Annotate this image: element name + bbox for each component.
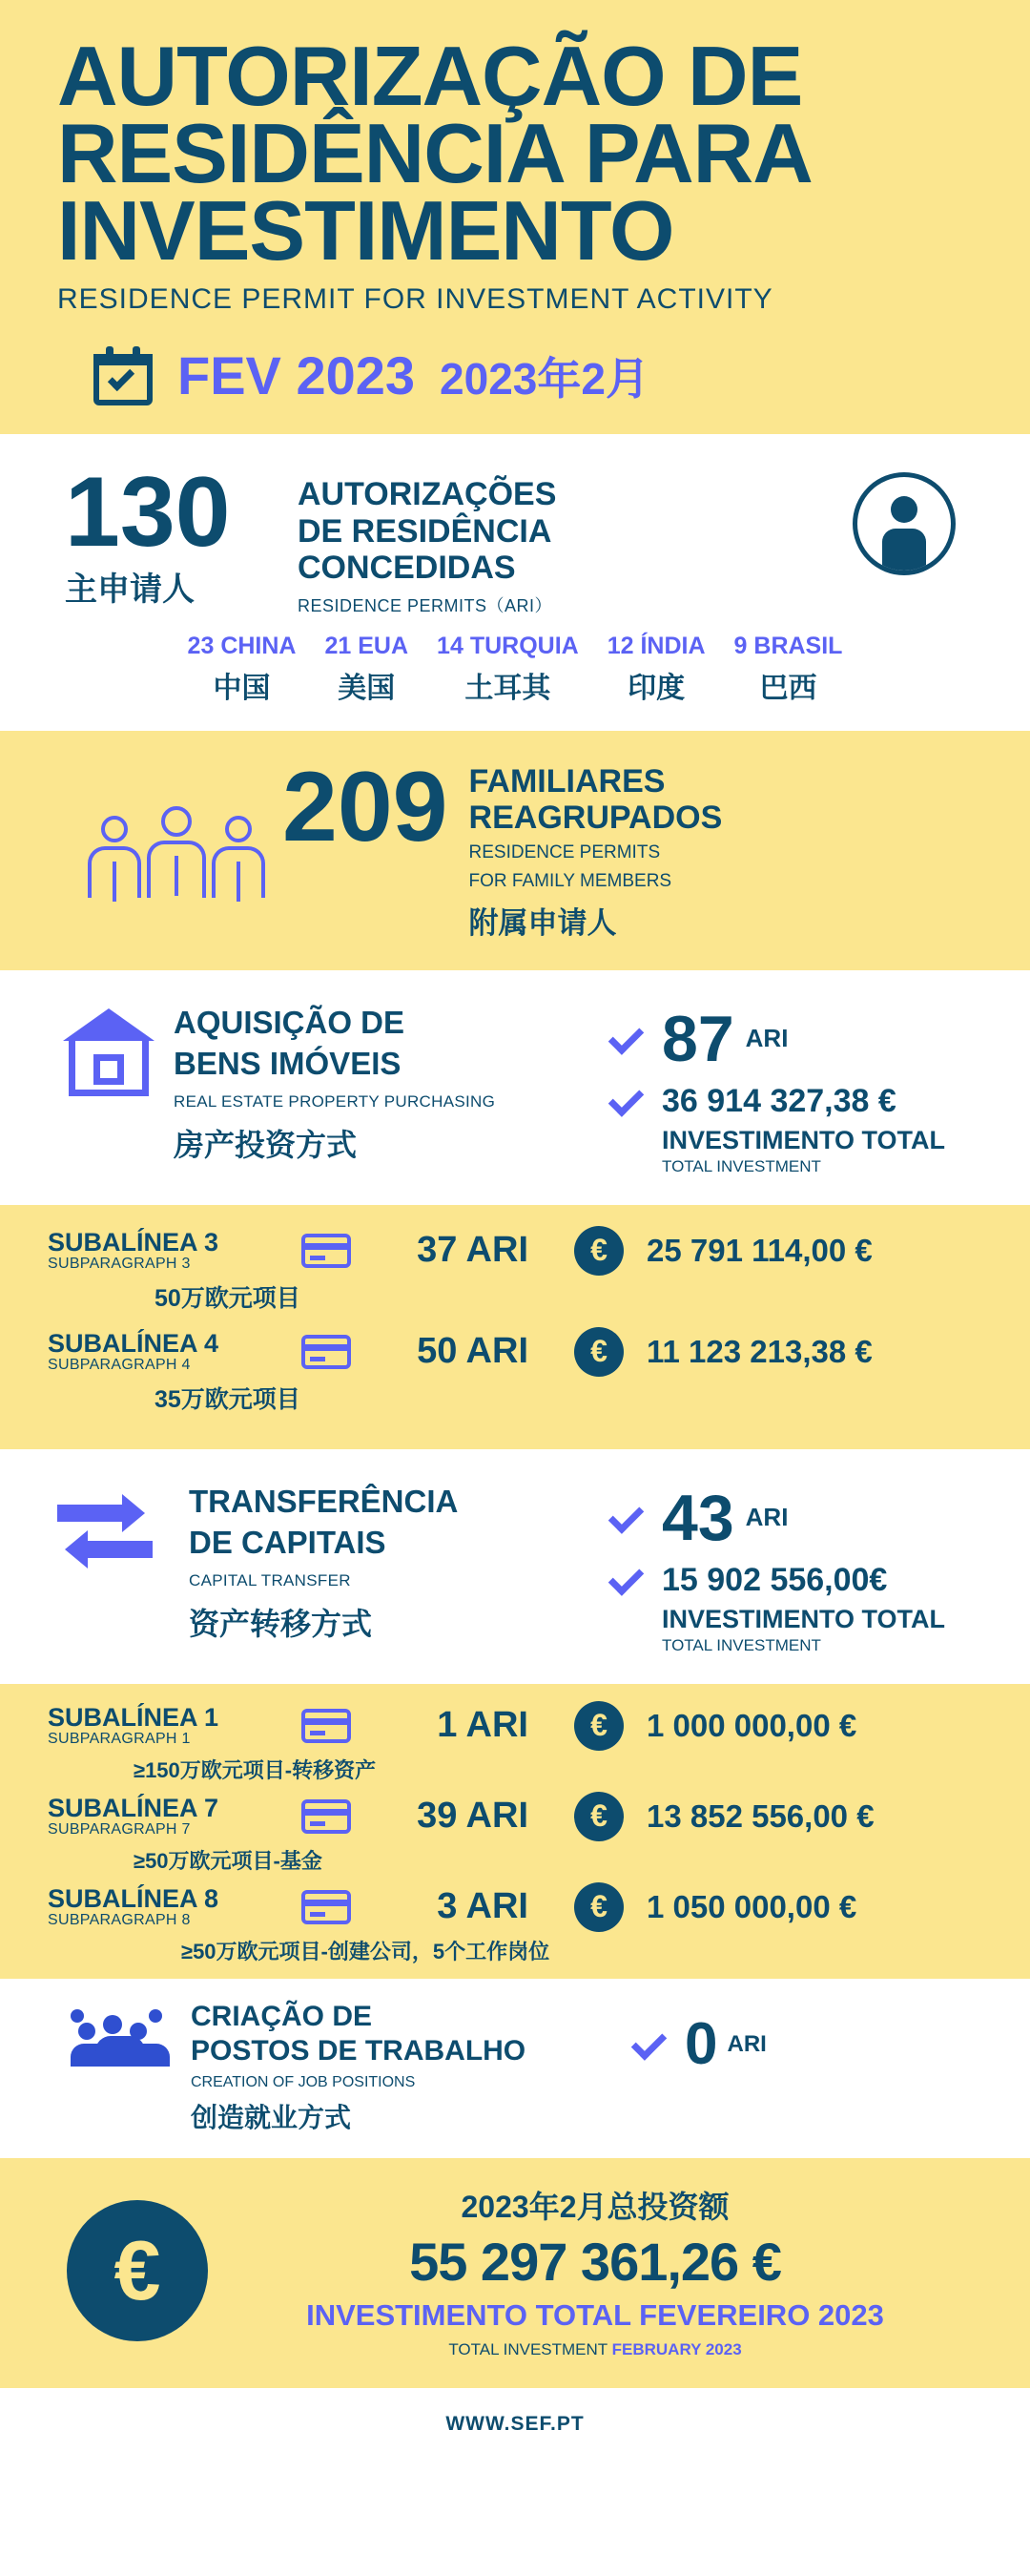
subparagraph-note-cn: 50万欧元项目: [154, 1284, 300, 1312]
footer-url[interactable]: WWW.SEF.PT: [445, 2412, 585, 2435]
country-name-cn: 印度: [628, 673, 686, 705]
capital-transfer-total-label-en: TOTAL INVESTMENT: [662, 1635, 821, 1654]
real-estate-total-label-en: TOTAL INVESTMENT: [662, 1156, 821, 1175]
jobs-title-2: POSTOS DE TRABALHO: [191, 2034, 526, 2067]
page-title: [57, 29, 973, 278]
country-name-cn: 美国: [338, 673, 396, 705]
country-name: TURQUIA: [469, 633, 579, 660]
real-estate-subtitle-cn: 房产投资方式: [174, 1127, 358, 1162]
total-label-en-bold: FEBRUARY 2023: [611, 2339, 742, 2358]
permits-section: [0, 434, 1030, 731]
subparagraph-amount: 1 000 000,00 €: [647, 1707, 857, 1743]
subparagraph-amount: 13 852 556,00 €: [647, 1797, 875, 1834]
subparagraph-note-cn: ≥50万欧元项目-基金: [134, 1848, 322, 1873]
euro-icon: €: [574, 1226, 624, 1276]
real-estate-subtitle-en: REAL ESTATE PROPERTY PURCHASING: [174, 1091, 496, 1111]
family-section: [0, 731, 1030, 970]
jobs-section: [0, 1979, 1030, 2158]
calendar-check-icon: [93, 346, 153, 405]
real-estate-count-unit: ARI: [745, 1024, 789, 1053]
country-count: 23: [187, 633, 215, 660]
subparagraph-label-pt: SUBALÍNEA 3: [48, 1227, 219, 1257]
capital-transfer-title-1: TRANSFERÊNCIA: [189, 1483, 459, 1519]
check-icon: [607, 1568, 645, 1591]
subparagraph-ari: 1 ARI: [437, 1705, 528, 1746]
check-icon: [607, 1090, 645, 1112]
subparagraph-label-en: SUBPARAGRAPH 7: [48, 1820, 191, 1838]
euro-icon: €: [574, 1701, 624, 1751]
euro-icon: €: [574, 1327, 624, 1377]
euro-large-icon: €: [67, 2200, 208, 2341]
subparagraph-label-pt: SUBALÍNEA 1: [48, 1702, 219, 1732]
check-icon: [629, 2033, 668, 2056]
date-row: [57, 344, 973, 407]
subparagraph-ari: 37 ARI: [417, 1230, 528, 1271]
permits-label-line-1: AUTORIZAÇÕES: [298, 475, 557, 512]
date-label-cn: 2023年2月: [440, 353, 649, 404]
check-icon: [607, 1028, 645, 1050]
capital-transfer-count-unit: ARI: [745, 1503, 789, 1532]
family-count: 209: [282, 752, 448, 863]
credit-card-icon: [301, 1709, 351, 1743]
country-count: 21: [324, 633, 352, 660]
subparagraph-amount: 25 791 114,00 €: [647, 1232, 873, 1268]
title-line-2: RESIDÊNCIA PARA: [57, 105, 813, 200]
subparagraph-label-en: SUBPARAGRAPH 1: [48, 1730, 191, 1747]
country-item: [188, 633, 297, 706]
capital-transfer-subparagraphs: [0, 1684, 1030, 1979]
total-section: [0, 2158, 1030, 2388]
real-estate-title-2: BENS IMÓVEIS: [174, 1045, 402, 1081]
check-icon: [607, 1506, 645, 1529]
subparagraph-label-en: SUBPARAGRAPH 4: [48, 1356, 191, 1373]
country-name-cn: 土耳其: [464, 673, 551, 705]
real-estate-total-label-pt: INVESTIMENTO TOTAL: [662, 1125, 946, 1154]
family-label-line-1: FAMILIARES: [468, 763, 666, 800]
credit-card-icon: [301, 1890, 351, 1924]
real-estate-amount: 36 914 327,38 €: [662, 1082, 896, 1119]
subparagraph-note-cn: ≥50万欧元项目-创建公司，5个工作岗位: [181, 1939, 550, 1963]
countries-list: [0, 627, 1030, 731]
capital-transfer-total-label-pt: INVESTIMENTO TOTAL: [662, 1604, 946, 1633]
permits-label-line-3: CONCEDIDAS: [298, 550, 516, 587]
credit-card-icon: [301, 1234, 351, 1268]
country-name: ÍNDIA: [640, 633, 706, 660]
transfer-arrows-icon: [57, 1491, 153, 1573]
table-row: [48, 1792, 982, 1841]
subparagraph-label-pt: SUBALÍNEA 4: [48, 1328, 219, 1358]
real-estate-title-1: AQUISIÇÃO DE: [174, 1004, 405, 1040]
country-count: 12: [607, 633, 634, 660]
country-name: BRASIL: [753, 633, 843, 660]
title-line-1: AUTORIZAÇÃO DE: [57, 29, 803, 123]
permits-label-block: [298, 468, 853, 617]
country-item: [608, 633, 706, 706]
country-name: CHINA: [220, 633, 297, 660]
jobs-title-1: CRIAÇÃO DE: [191, 2000, 373, 2032]
permits-label-en: RESIDENCE PERMITS（ARI）: [298, 596, 553, 616]
capital-transfer-amount: 15 902 556,00€: [662, 1561, 888, 1598]
permits-number-block: [50, 456, 298, 611]
country-item: [324, 633, 408, 706]
subparagraph-amount: 11 123 213,38 €: [647, 1333, 873, 1369]
total-label-cn: 2023年2月总投资额: [461, 2189, 730, 2224]
family-label-en-2: FOR FAMILY MEMBERS: [468, 871, 672, 892]
table-row: [48, 1226, 982, 1276]
family-group-icon: [53, 806, 273, 898]
total-label-pt: INVESTIMENTO TOTAL FEVEREIRO 2023: [306, 2297, 884, 2332]
country-count: 9: [733, 633, 748, 660]
real-estate-subparagraphs: [0, 1205, 1030, 1449]
subparagraph-ari: 50 ARI: [417, 1331, 528, 1372]
country-name-cn: 中国: [213, 673, 271, 705]
date-label-pt: FEV 2023: [177, 345, 416, 406]
table-row: [48, 1882, 982, 1932]
table-row: [48, 1701, 982, 1751]
euro-icon: €: [574, 1882, 624, 1932]
country-item: [734, 633, 843, 706]
total-label-en: [237, 2340, 954, 2359]
jobs-subtitle-en: CREATION OF JOB POSITIONS: [191, 2073, 416, 2090]
subparagraph-label-pt: SUBALÍNEA 8: [48, 1883, 219, 1913]
header: [0, 0, 1030, 434]
country-name-cn: 巴西: [759, 673, 817, 705]
total-amount: 55 297 361,26 €: [409, 2231, 781, 2292]
capital-transfer-subtitle-cn: 资产转移方式: [189, 1606, 373, 1641]
jobs-subtitle-cn: 创造就业方式: [191, 2102, 352, 2132]
house-icon: [63, 1008, 154, 1100]
subparagraph-label-en: SUBPARAGRAPH 3: [48, 1255, 191, 1272]
jobs-count: 0: [685, 2010, 718, 2077]
title-line-3: INVESTIMENTO: [57, 182, 674, 278]
family-label-en-1: RESIDENCE PERMITS: [468, 842, 661, 863]
capital-transfer-subtitle-en: CAPITAL TRANSFER: [189, 1570, 351, 1589]
permits-count: 130: [65, 456, 231, 568]
credit-card-icon: [301, 1799, 351, 1834]
jobs-group-icon: [48, 2000, 191, 2067]
real-estate-section: [0, 970, 1030, 1205]
family-label-cn: 附属申请人: [468, 905, 617, 940]
jobs-count-unit: ARI: [727, 2030, 767, 2057]
permits-label-line-2: DE RESIDÊNCIA: [298, 512, 552, 550]
person-icon: [853, 472, 956, 575]
subparagraph-label-en: SUBPARAGRAPH 8: [48, 1911, 191, 1928]
country-name: EUA: [358, 633, 409, 660]
permits-count-cn: 主申请人: [65, 571, 195, 609]
country-count: 14: [437, 633, 464, 660]
total-label-en-prefix: TOTAL INVESTMENT: [448, 2339, 612, 2358]
capital-transfer-title-2: DE CAPITAIS: [189, 1524, 386, 1560]
subparagraph-note-cn: ≥150万欧元项目-转移资产: [134, 1757, 377, 1782]
page-subtitle: RESIDENCE PERMIT FOR INVESTMENT ACTIVITY: [57, 282, 773, 315]
credit-card-icon: [301, 1335, 351, 1369]
table-row: [48, 1327, 982, 1377]
family-label-line-2: REAGRUPADOS: [468, 800, 723, 837]
euro-icon: €: [574, 1792, 624, 1841]
footer: [0, 2388, 1030, 2453]
real-estate-count: 87: [662, 1002, 734, 1075]
subparagraph-ari: 39 ARI: [417, 1796, 528, 1837]
subparagraph-amount: 1 050 000,00 €: [647, 1888, 857, 1924]
subparagraph-ari: 3 ARI: [437, 1886, 528, 1927]
capital-transfer-section: [0, 1449, 1030, 1684]
subparagraph-note-cn: 35万欧元项目: [154, 1385, 300, 1413]
subparagraph-label-pt: SUBALÍNEA 7: [48, 1793, 219, 1822]
country-item: [437, 633, 579, 706]
capital-transfer-count: 43: [662, 1481, 734, 1554]
